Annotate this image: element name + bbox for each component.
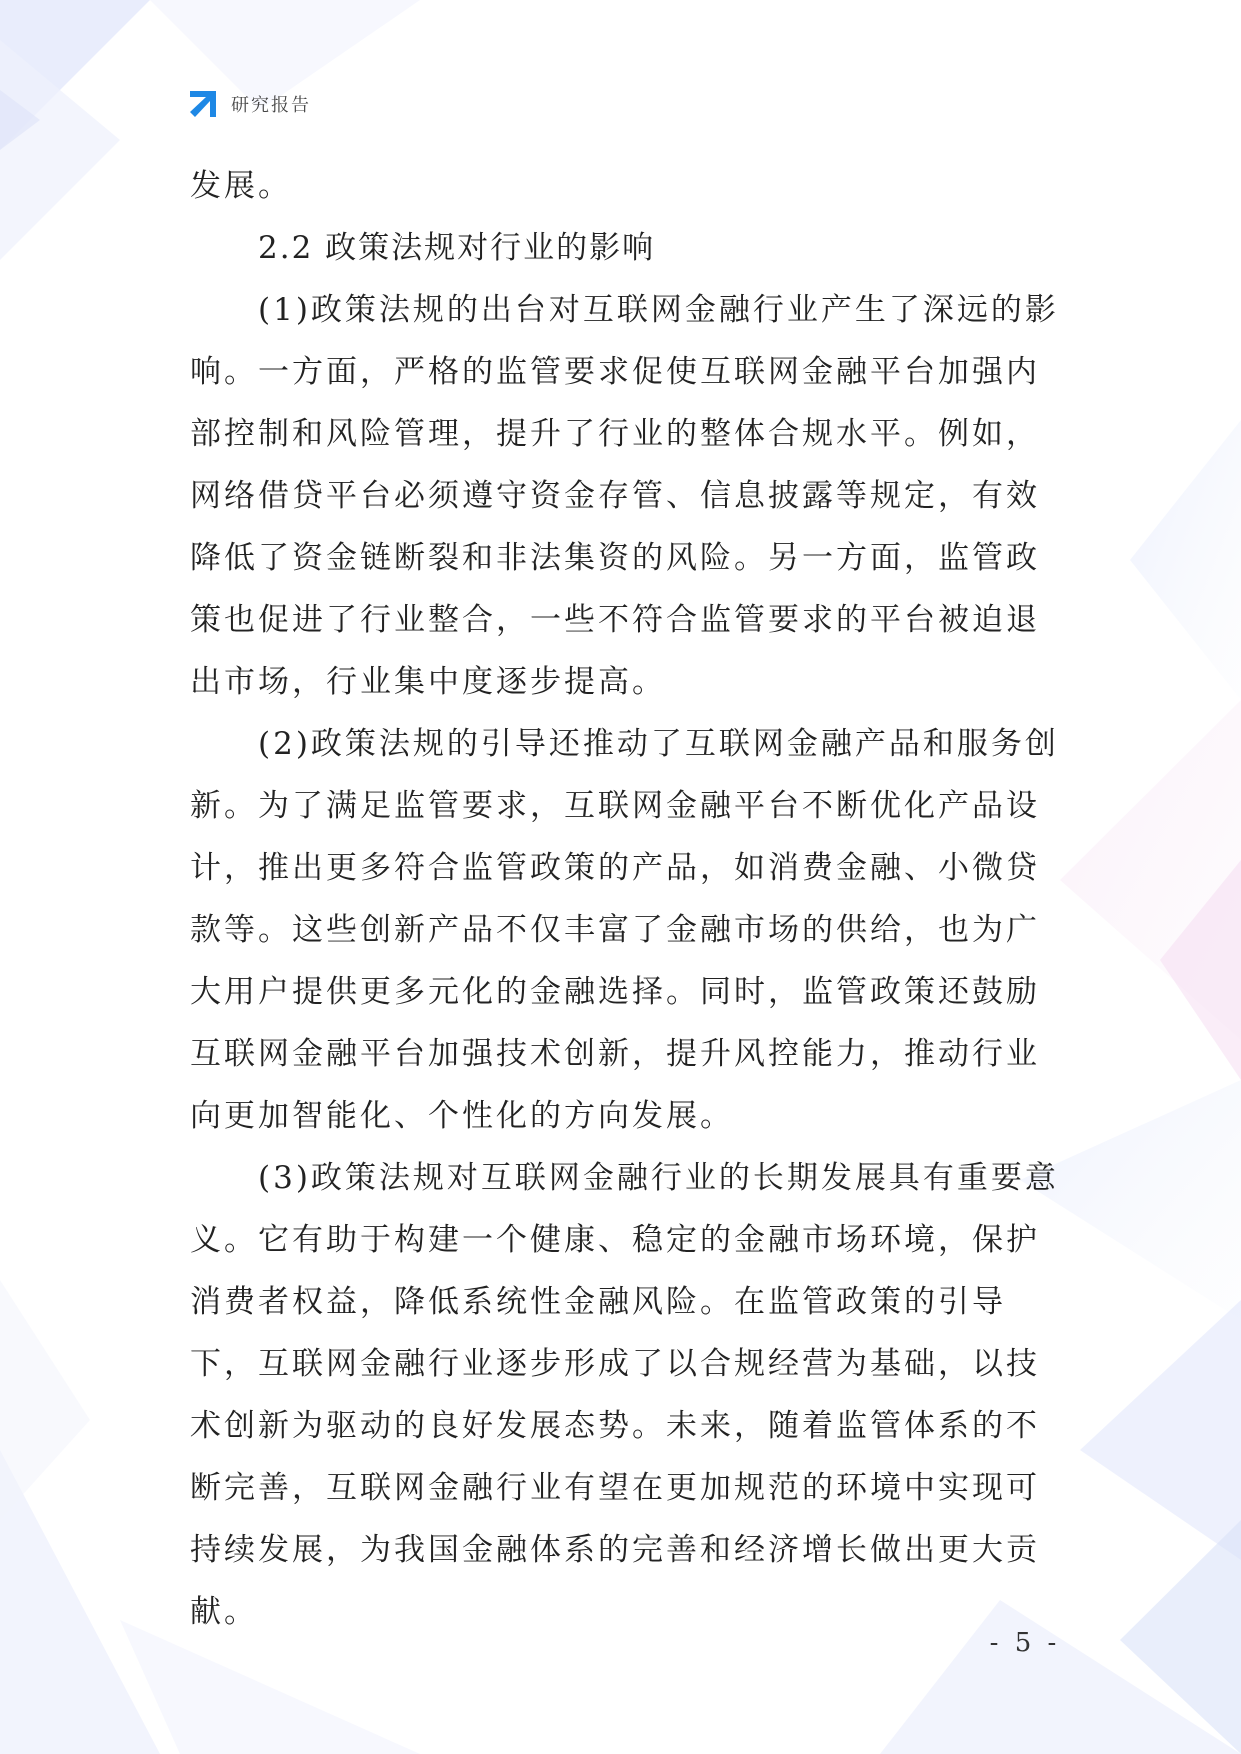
paragraph-1: (1)政策法规的出台对互联网金融行业产生了深远的影响。一方面，严格的监管要求促使互联网金融平台加强内部控制和风险管理，提升了行业的整体合规水平。例如，网络借贷平台必须遵守资金存管、信息披露等规定，有效降低了资金链断裂和非法集资的风险。另一方面，监管政策也促进了行业整合，一些不符合监管要求的平台被迫退出市场，行业集中度逐步提高。 [190, 292, 1059, 700]
paragraph-2: (2)政策法规的引导还推动了互联网金融产品和服务创新。为了满足监管要求，互联网金融平台不断优化产品设计，推出更多符合监管政策的产品，如消费金融、小微贷款等。这些创新产品不仅丰富了金融市场的供给，也为广大用户提供更多元化的金融选择。同时，监管政策还鼓励互联网金融平台加强技术创新，提升风控能力，推动行业向更加智能化、个性化的方向发展。 [190, 726, 1059, 1134]
header-title: 研究报告 [231, 95, 311, 116]
continuation-text: 发展。 [190, 168, 292, 204]
page-header [187, 88, 311, 120]
document-body [190, 155, 1060, 1643]
page-number: - 5 - [989, 1628, 1061, 1658]
paragraph-3: (3)政策法规对互联网金融行业的长期发展具有重要意义。它有助于构建一个健康、稳定的金融市场环境，保护消费者权益，降低系统性金融风险。在监管政策的引导下，互联网金融行业逐步形成了以合规经营为基础，以技术创新为驱动的良好发展态势。未来，随着监管体系的不断完善，互联网金融行业有望在更加规范的环境中实现可持续发展，为我国金融体系的完善和经济增长做出更大贡献。 [190, 1160, 1059, 1630]
section-heading: 2.2 政策法规对行业的影响 [258, 230, 656, 266]
blue-arrow-logo-icon [187, 88, 219, 120]
